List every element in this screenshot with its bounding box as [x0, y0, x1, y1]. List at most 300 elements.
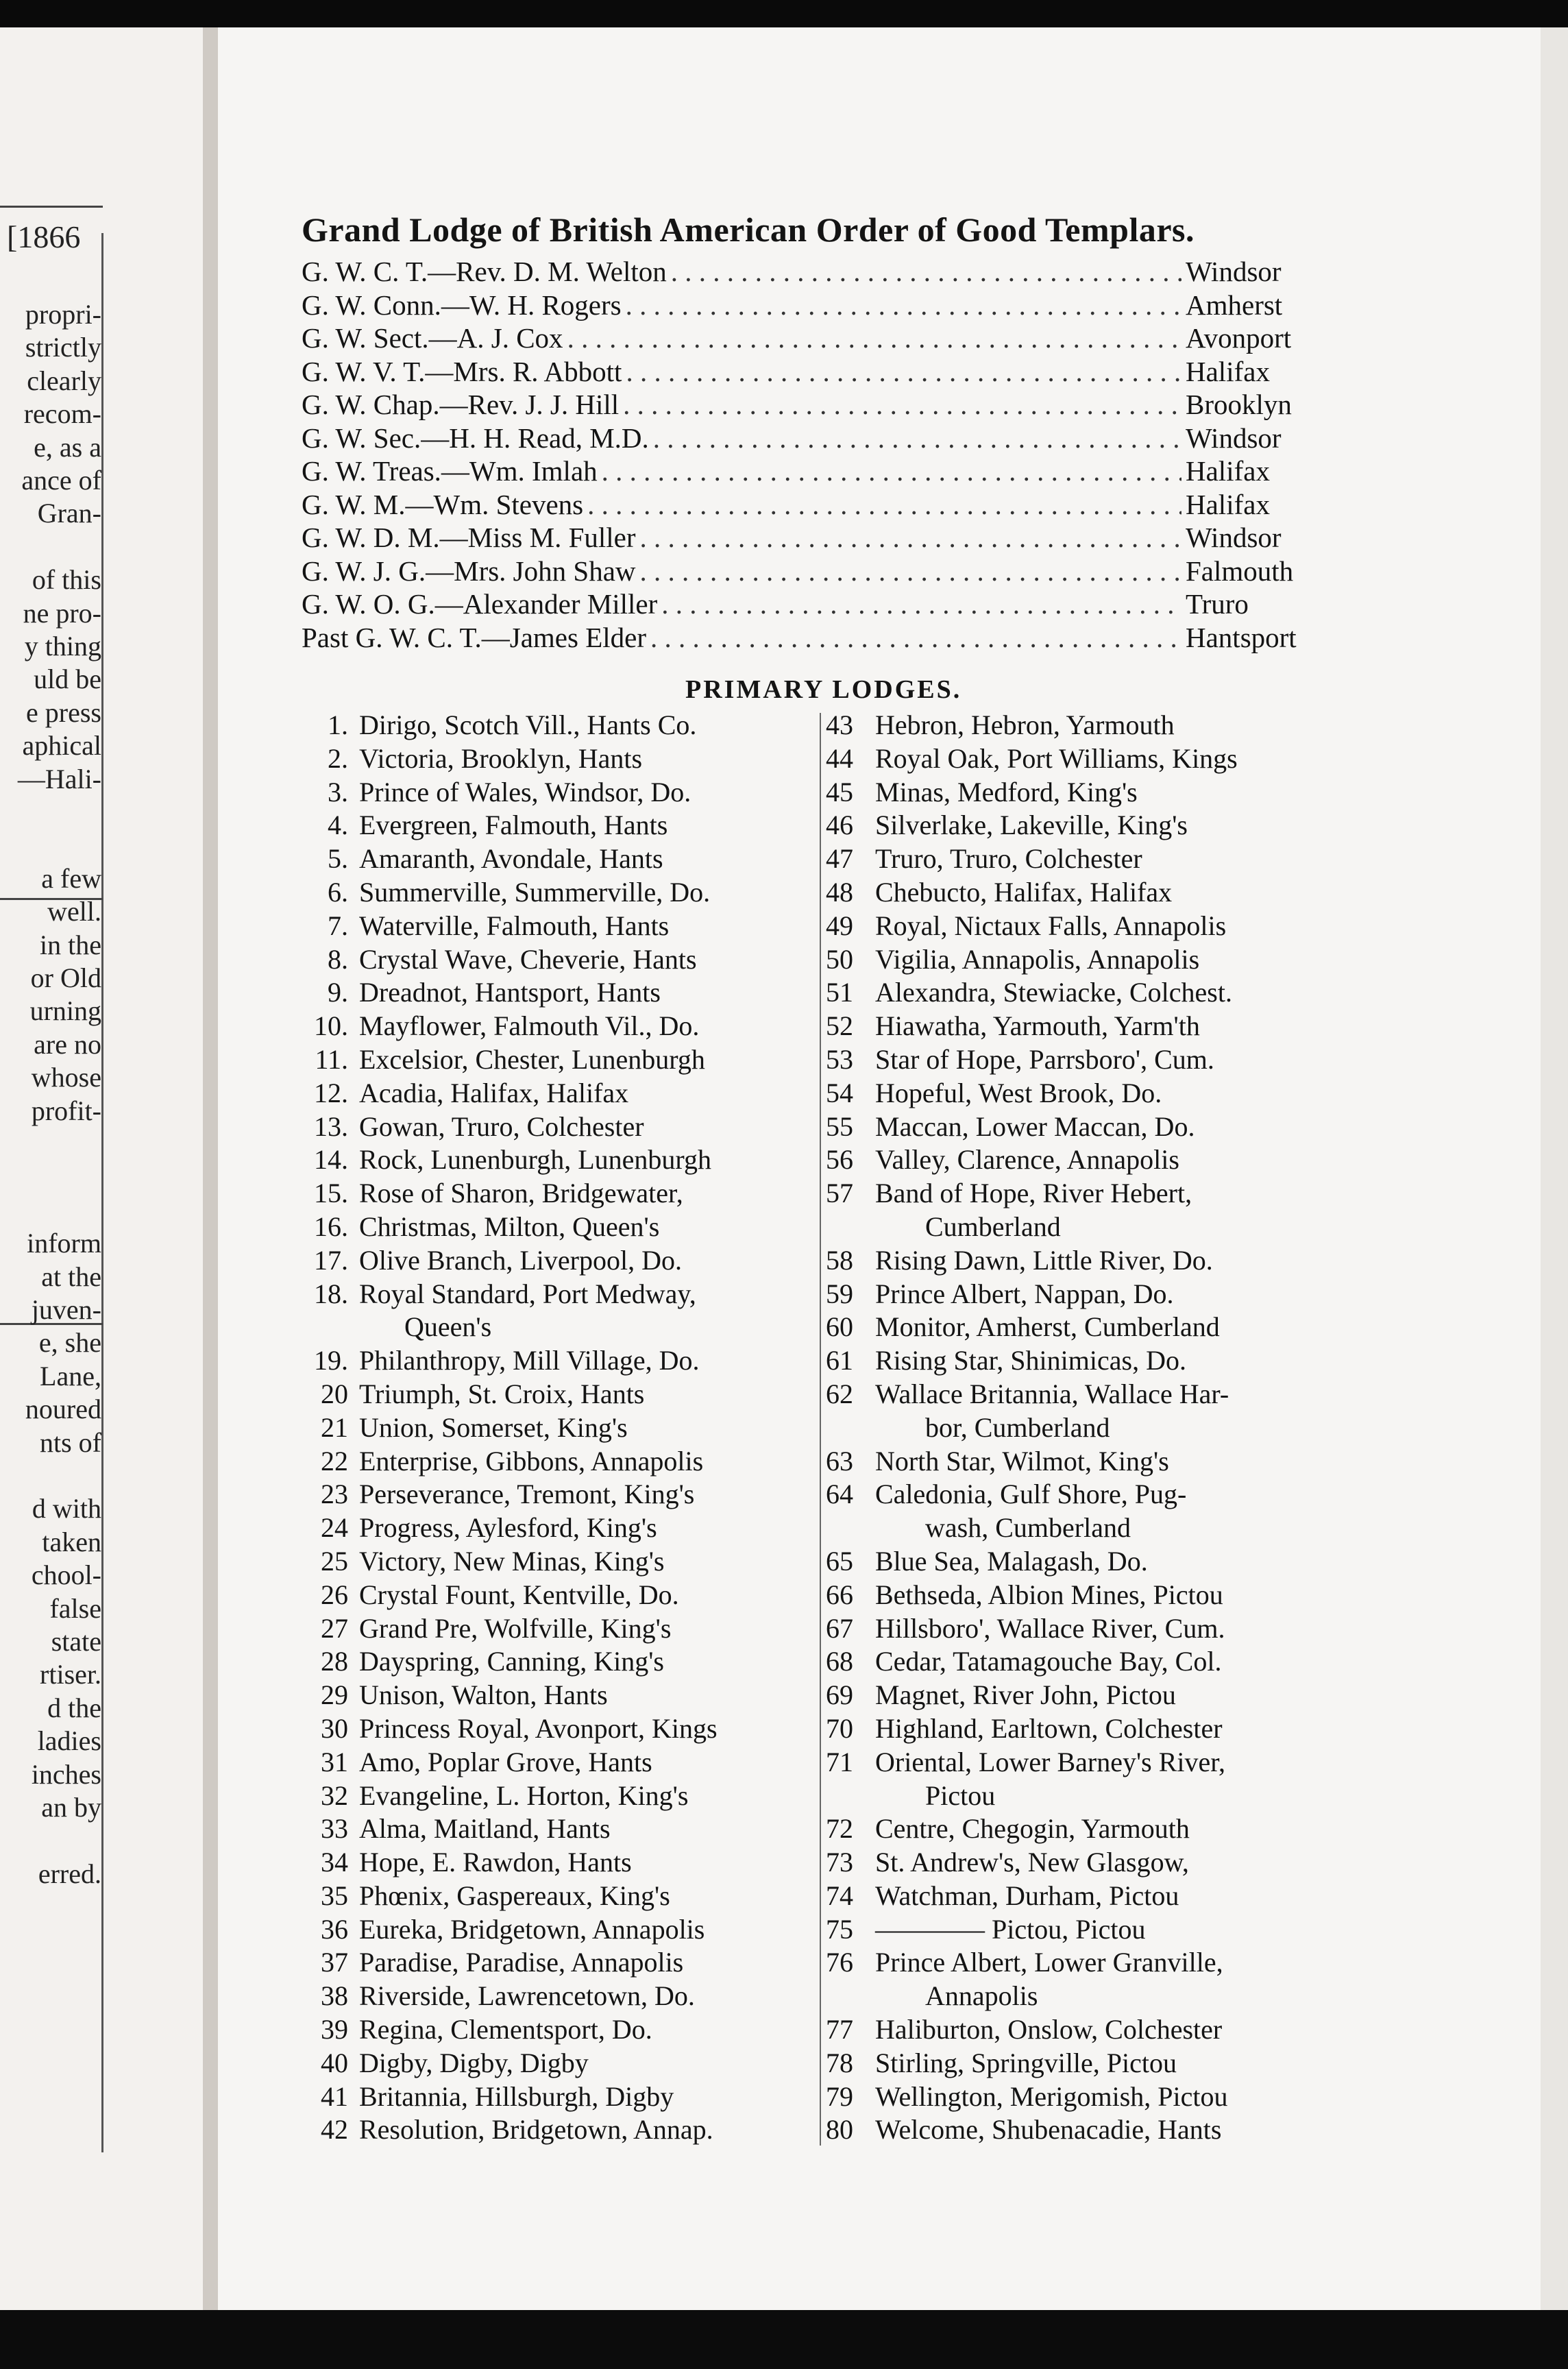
lodge-entry: Dreadnot, Hantsport, Hants [359, 977, 661, 1008]
lodge-entry: Princess Royal, Avonport, Kings [359, 1712, 718, 1744]
lodge-entry: Amaranth, Avondale, Hants [359, 843, 663, 875]
text-fragment: e, she [38, 1327, 101, 1359]
lodge-entry: St. Andrew's, New Glasgow, [875, 1847, 1189, 1878]
lodge-entry: Summerville, Summerville, Do. [359, 876, 711, 908]
text-fragment: rtiser. [40, 1659, 101, 1690]
lodges-column-right [826, 709, 1340, 2147]
adjacent-page-fragment [0, 27, 206, 2310]
lodge-row [302, 1077, 822, 1110]
lodge-entry: Vigilia, Annapolis, Annapolis [875, 943, 1200, 975]
dot-leader [653, 422, 1181, 455]
text-fragment: ance of [21, 465, 101, 496]
lodge-entry: Minas, Medford, King's [875, 776, 1138, 807]
officer-title: G. W. Sec.—H. H. Read, M.D. [302, 422, 649, 454]
lodge-row [826, 1679, 1340, 1712]
lodge-number: 45 [826, 776, 853, 807]
officer-place: Windsor [1186, 422, 1282, 454]
lodge-row [826, 2113, 1340, 2147]
lodge-entry: Centre, Chegogin, Yarmouth [875, 1813, 1190, 1845]
lodge-entry: Wellington, Merigomish, Pictou [875, 2080, 1228, 2112]
dot-leader [640, 521, 1181, 555]
lodge-entry: Gowan, Truro, Colchester [359, 1110, 644, 1142]
lodge-row [302, 1344, 822, 1378]
lodge-row [826, 842, 1340, 876]
lodge-row [302, 1010, 822, 1043]
lodge-entry: Rose of Sharon, Bridgewater, [359, 1178, 683, 1209]
lodge-row [826, 1278, 1340, 1311]
officer-title: G. W. V. T.—Mrs. R. Abbott [302, 355, 622, 387]
lodge-number: 7. [328, 910, 348, 941]
lodge-row [826, 1010, 1340, 1043]
lodge-row [826, 809, 1340, 842]
lodge-number: 57 [826, 1178, 853, 1209]
lodge-row [826, 776, 1340, 810]
lodge-row [826, 910, 1340, 943]
dot-leader [567, 321, 1181, 355]
lodge-row [302, 1211, 822, 1244]
lodge-number: 2. [328, 742, 348, 774]
lodge-row [302, 1378, 822, 1411]
lodge-row [826, 943, 1340, 977]
lodge-entry: Blue Sea, Malagash, Do. [875, 1545, 1148, 1577]
lodge-number: 62 [826, 1378, 853, 1409]
officer-title: G. W. Conn.—W. H. Rogers [302, 289, 622, 321]
lodge-row [302, 1110, 822, 1144]
lodge-entry: Cedar, Tatamagouche Bay, Col. [875, 1646, 1222, 1677]
text-fragment: taken [42, 1526, 101, 1557]
officer-place: Falmouth [1186, 555, 1294, 587]
text-fragment: inches [31, 1758, 101, 1790]
text-fragment: ladies [37, 1725, 101, 1757]
text-fragment: uld be [34, 664, 101, 695]
lodge-entry: Royal, Nictaux Falls, Annapolis [875, 910, 1227, 941]
lodge-number: 54 [826, 1077, 853, 1108]
lodge-number: 26 [321, 1579, 348, 1610]
lodge-entry: Hillsboro', Wallace River, Cum. [875, 1612, 1225, 1644]
lodge-row [826, 1378, 1340, 1411]
lodge-number: 4. [328, 810, 348, 841]
officer-row [302, 621, 1330, 655]
lodge-row [826, 1946, 1340, 1980]
officer-row [302, 454, 1330, 488]
officer-place: Halifax [1186, 455, 1270, 487]
text-fragment: juven- [31, 1294, 101, 1325]
text-fragment: e, as a [34, 431, 101, 463]
lodge-number: 75 [826, 1913, 853, 1945]
lodge-entry: Haliburton, Onslow, Colchester [875, 2014, 1223, 2045]
lodge-number: 67 [826, 1612, 853, 1644]
page-title: Grand Lodge of British American Order of Good Templars. [302, 210, 1195, 249]
lodge-number: 6. [328, 876, 348, 908]
officer-title: G. W. Treas.—Wm. Imlah [302, 455, 598, 487]
lodge-entry: Royal Oak, Port Williams, Kings [875, 742, 1238, 774]
lodge-row [826, 1311, 1340, 1344]
text-fragment: propri- [25, 299, 101, 330]
lodge-number: 15. [314, 1178, 348, 1209]
lodge-entry: Chebucto, Halifax, Halifax [875, 876, 1173, 908]
lodge-number: 33 [321, 1813, 348, 1845]
lodge-row [826, 709, 1340, 742]
lodge-row [302, 876, 822, 910]
lodge-number: 27 [321, 1612, 348, 1644]
lodge-entry: Rock, Lunenburgh, Lunenburgh [359, 1144, 712, 1176]
lodge-row [826, 1545, 1340, 1579]
lodge-row [302, 1244, 822, 1278]
lodge-entry: Magnet, River John, Pictou [875, 1679, 1176, 1711]
lodge-entry: Acadia, Halifax, Halifax [359, 1077, 629, 1108]
lodge-entry: Eureka, Bridgetown, Annapolis [359, 1913, 705, 1945]
officer-row [302, 321, 1330, 355]
officer-row [302, 255, 1330, 289]
lodge-number: 36 [321, 1913, 348, 1945]
lodge-number: 49 [826, 910, 853, 941]
lodge-number: 31 [321, 1746, 348, 1777]
text-fragment: d the [47, 1692, 101, 1723]
lodge-number: 3. [328, 776, 348, 807]
lodge-entry: Oriental, Lower Barney's River, [875, 1746, 1225, 1777]
lodge-row [826, 976, 1340, 1010]
officer-row [302, 355, 1330, 389]
lodge-entry: Caledonia, Gulf Shore, Pug- [875, 1479, 1187, 1510]
lodge-entry: Star of Hope, Parrsboro', Cum. [875, 1043, 1214, 1075]
lodge-number: 13. [314, 1110, 348, 1142]
lodge-entry: Victoria, Brooklyn, Hants [359, 742, 643, 774]
officer-place: Halifax [1186, 355, 1270, 387]
lodge-entry: Victory, New Minas, King's [359, 1545, 665, 1577]
lodge-row [826, 1645, 1340, 1679]
lodge-entry: Prince Albert, Nappan, Do. [875, 1278, 1174, 1309]
dot-leader [626, 355, 1181, 389]
lodge-row [302, 1712, 822, 1746]
lodge-entry: Stirling, Springville, Pictou [875, 2047, 1177, 2078]
scan-top-edge [0, 0, 1568, 27]
lodge-entry: Amo, Poplar Grove, Hants [359, 1746, 652, 1777]
lodge-entry: Philanthropy, Mill Village, Do. [359, 1345, 700, 1376]
lodge-row [302, 709, 822, 742]
text-fragment: whose [31, 1062, 101, 1093]
lodge-row [302, 1980, 822, 2013]
lodge-row [302, 2080, 822, 2114]
lodge-row [826, 2013, 1340, 2047]
lodge-row [302, 1645, 822, 1679]
lodge-number: 79 [826, 2080, 853, 2112]
dot-leader [623, 388, 1181, 422]
lodge-row [826, 1579, 1340, 1612]
lodge-row [302, 2013, 822, 2047]
text-fragment: urning [29, 995, 101, 1027]
lodge-entry: Triumph, St. Croix, Hants [359, 1378, 645, 1409]
lodge-number: 39 [321, 2014, 348, 2045]
lodge-number: 63 [826, 1445, 853, 1477]
lodge-number: 69 [826, 1679, 853, 1711]
lodge-entry: Alma, Maitland, Hants [359, 1813, 611, 1845]
lodge-number: 47 [826, 843, 853, 875]
lodge-row [826, 2080, 1340, 2114]
lodge-entry: Monitor, Amherst, Cumberland [875, 1311, 1220, 1343]
lodge-row [302, 776, 822, 810]
lodge-number: 35 [321, 1880, 348, 1911]
lodge-row [302, 1445, 822, 1479]
officer-title: Past G. W. C. T.—James Elder [302, 621, 646, 653]
dot-leader [671, 255, 1181, 289]
lodge-number: 58 [826, 1244, 853, 1276]
dot-leader [626, 289, 1181, 322]
lodge-number: 34 [321, 1847, 348, 1878]
section-rule [0, 206, 103, 208]
lodge-row [302, 1913, 822, 1947]
lodge-row [302, 910, 822, 943]
text-fragment: e press [26, 696, 101, 728]
lodge-row [826, 1846, 1340, 1880]
lodge-number: 40 [321, 2047, 348, 2078]
lodge-entry: Phœnix, Gaspereaux, King's [359, 1880, 670, 1911]
lodge-row [302, 1812, 822, 1846]
text-fragment: an by [41, 1792, 101, 1823]
officer-row [302, 587, 1330, 621]
lodge-number: 50 [826, 943, 853, 975]
lodge-number: 11. [315, 1043, 348, 1075]
officer-title: G. W. O. G.—Alexander Miller [302, 588, 658, 620]
officer-place: Amherst [1186, 289, 1283, 321]
lodge-number: 41 [321, 2080, 348, 2112]
lodge-row [826, 1712, 1340, 1746]
lodge-number: 38 [321, 1980, 348, 2012]
lodge-number: 74 [826, 1880, 853, 1911]
lodge-number: 25 [321, 1545, 348, 1577]
lodge-entry: Union, Somerset, King's [359, 1411, 628, 1443]
lodge-number: 9. [328, 977, 348, 1008]
lodge-row [302, 1746, 822, 1779]
lodge-row [302, 1478, 822, 1511]
lodge-row [302, 943, 822, 977]
lodge-entry: Excelsior, Chester, Lunenburgh [359, 1043, 705, 1075]
text-fragment: well. [47, 896, 101, 927]
text-fragment: d with [32, 1493, 101, 1524]
lodge-number: 72 [826, 1813, 853, 1845]
lodge-number: 12. [314, 1077, 348, 1108]
lodge-entry: Unison, Walton, Hants [359, 1679, 608, 1711]
lodge-number: 48 [826, 876, 853, 908]
lodge-entry: Hiawatha, Yarmouth, Yarm'th [875, 1010, 1200, 1042]
text-fragment: in the [40, 929, 101, 960]
text-fragment: or Old [30, 962, 101, 993]
lodge-row [302, 1880, 822, 1913]
lodge-row [302, 742, 822, 776]
text-fragment: chool- [31, 1559, 101, 1591]
lodge-entry: North Star, Wilmot, King's [875, 1445, 1169, 1477]
lodge-number: 60 [826, 1311, 853, 1343]
lodge-number: 28 [321, 1646, 348, 1677]
lodge-row [302, 1043, 822, 1077]
lodge-entry: Silverlake, Lakeville, King's [875, 810, 1188, 841]
officer-title: G. W. Sect.—A. J. Cox [302, 322, 563, 354]
officers-list [302, 255, 1330, 654]
lodge-entry: Dirigo, Scotch Vill., Hants Co. [359, 709, 697, 740]
dot-leader [602, 454, 1181, 488]
dot-leader [640, 555, 1182, 588]
lodge-number: 30 [321, 1712, 348, 1744]
lodge-row [302, 1779, 822, 1813]
text-fragment: at the [41, 1261, 101, 1292]
lodge-number: 51 [826, 977, 853, 1008]
lodge-number: 64 [826, 1479, 853, 1510]
officer-title: G. W. D. M.—Miss M. Fuller [302, 522, 636, 553]
lodge-row [302, 1946, 822, 1980]
officer-title: G. W. Chap.—Rev. J. J. Hill [302, 389, 620, 420]
lodge-entry: Grand Pre, Wolfville, King's [359, 1612, 672, 1644]
lodge-row [302, 1679, 822, 1712]
lodge-entry: Highland, Earltown, Colchester [875, 1712, 1223, 1744]
lodge-entry: bor, Cumberland [925, 1411, 1110, 1443]
lodge-number: 22 [321, 1445, 348, 1477]
lodges-column-left [302, 709, 822, 2147]
lodge-number: 42 [321, 2114, 348, 2146]
lodge-number: 14. [314, 1144, 348, 1176]
text-fragment: inform [27, 1228, 101, 1259]
officer-row [302, 488, 1330, 522]
lodge-number: 61 [826, 1345, 853, 1376]
lodge-number: 17. [314, 1244, 348, 1276]
lodge-number: 29 [321, 1679, 348, 1711]
lodge-entry: Resolution, Bridgetown, Annap. [359, 2114, 713, 2146]
lodge-number: 8. [328, 943, 348, 975]
officer-place: Halifax [1186, 488, 1270, 520]
lodge-entry: Riverside, Lawrencetown, Do. [359, 1980, 695, 2012]
lodge-row [826, 1043, 1340, 1077]
lodge-entry: Prince Albert, Lower Granville, [875, 1947, 1223, 1978]
lodge-number: 20 [321, 1378, 348, 1409]
lodge-number: 55 [826, 1110, 853, 1142]
page-edge [1541, 27, 1568, 2310]
lodge-entry: Watchman, Durham, Pictou [875, 1880, 1179, 1911]
lodge-row [826, 1077, 1340, 1110]
lodge-number: 71 [826, 1746, 853, 1777]
lodge-number: 46 [826, 810, 853, 841]
lodge-entry: Rising Dawn, Little River, Do. [875, 1244, 1213, 1276]
lodge-entry: Hebron, Hebron, Yarmouth [875, 709, 1175, 740]
lodge-number: 23 [321, 1479, 348, 1510]
lodge-row [302, 2047, 822, 2080]
text-fragment: are no [34, 1028, 101, 1060]
dot-leader [587, 488, 1181, 522]
lodge-entry: Dayspring, Canning, King's [359, 1646, 664, 1677]
lodge-entry: Evergreen, Falmouth, Hants [359, 810, 668, 841]
officer-place: Hantsport [1186, 621, 1297, 653]
lodge-entry: Cumberland [925, 1211, 1061, 1242]
text-fragment: of this [32, 564, 101, 596]
lodge-number: 44 [826, 742, 853, 774]
lodge-row [826, 1344, 1340, 1378]
lodge-entry: Queen's [404, 1311, 492, 1343]
lodge-entry: Digby, Digby, Digby [359, 2047, 589, 2078]
text-fragment: noured [25, 1394, 101, 1425]
lodge-number: 70 [826, 1712, 853, 1744]
header-fragment: [1866 [7, 219, 81, 254]
lodge-row [826, 1177, 1340, 1211]
text-fragment: erred. [38, 1858, 101, 1889]
officer-row [302, 388, 1330, 422]
lodge-row [826, 1812, 1340, 1846]
lodge-row [826, 1913, 1340, 1947]
lodge-entry: Rising Star, Shinimicas, Do. [875, 1345, 1186, 1376]
officer-title: G. W. J. G.—Mrs. John Shaw [302, 555, 636, 587]
lodge-entry: Band of Hope, River Hebert, [875, 1178, 1192, 1209]
lodge-entry: Welcome, Shubenacadie, Hants [875, 2114, 1222, 2146]
lodge-row [302, 809, 822, 842]
text-fragment: Lane, [40, 1360, 101, 1392]
lodge-entry: Annapolis [925, 1980, 1038, 2012]
lodge-entry: Hopeful, West Brook, Do. [875, 1077, 1162, 1108]
officer-row [302, 289, 1330, 322]
text-fragment: Gran- [37, 498, 101, 529]
text-fragment: —Hali- [17, 763, 101, 794]
lodge-entry: Maccan, Lower Maccan, Do. [875, 1110, 1195, 1142]
lodge-number: 59 [826, 1278, 853, 1309]
officer-row [302, 521, 1330, 555]
lodge-row [826, 1478, 1340, 1511]
lodge-row [826, 1411, 1340, 1445]
lodge-number: 19. [314, 1345, 348, 1376]
officer-place: Brooklyn [1186, 389, 1292, 420]
lodge-number: 32 [321, 1779, 348, 1811]
lodge-entry: Britannia, Hillsburgh, Digby [359, 2080, 674, 2112]
lodge-number: 53 [826, 1043, 853, 1075]
lodge-number: 80 [826, 2114, 853, 2146]
lodge-number: 16. [314, 1211, 348, 1242]
lodge-row [302, 1311, 822, 1344]
lodge-entry: Valley, Clarence, Annapolis [875, 1144, 1179, 1176]
lodge-number: 76 [826, 1947, 853, 1978]
lodge-number: 24 [321, 1512, 348, 1544]
lodge-row [826, 1880, 1340, 1913]
lodge-entry: Prince of Wales, Windsor, Do. [359, 776, 691, 807]
lodge-row [826, 1612, 1340, 1646]
lodge-row [302, 1511, 822, 1545]
lodge-entry: Royal Standard, Port Medway, [359, 1278, 696, 1309]
lodge-row [826, 1244, 1340, 1278]
lodge-row [302, 1177, 822, 1211]
lodge-number: 78 [826, 2047, 853, 2078]
lodge-number: 21 [321, 1411, 348, 1443]
lodge-entry: Progress, Aylesford, King's [359, 1512, 657, 1544]
officer-row [302, 555, 1330, 588]
lodge-entry: Crystal Wave, Cheverie, Hants [359, 943, 697, 975]
lodge-row [826, 1211, 1340, 1244]
lodge-number: 66 [826, 1579, 853, 1610]
lodge-row [302, 976, 822, 1010]
lodge-number: 68 [826, 1646, 853, 1677]
lodge-entry: Olive Branch, Liverpool, Do. [359, 1244, 682, 1276]
officer-place: Windsor [1186, 522, 1282, 553]
lodge-row [302, 1545, 822, 1579]
text-fragment: clearly [27, 365, 101, 396]
text-fragment: false [49, 1592, 101, 1624]
lodge-entry: Wallace Britannia, Wallace Har- [875, 1378, 1229, 1409]
lodge-row [826, 1143, 1340, 1177]
officer-row [302, 422, 1330, 455]
lodge-number: 18. [314, 1278, 348, 1309]
text-fragment: ne pro- [23, 597, 101, 629]
lodge-entry: Christmas, Milton, Queen's [359, 1211, 660, 1242]
text-fragment: y thing [24, 631, 101, 661]
lodge-entry: wash, Cumberland [925, 1512, 1131, 1544]
text-fragment: aphical [22, 730, 101, 762]
lodge-row [826, 876, 1340, 910]
lodge-row [302, 1411, 822, 1445]
lodge-entry: Evangeline, L. Horton, King's [359, 1779, 689, 1811]
column-rule [101, 233, 103, 2152]
lodge-row [302, 1612, 822, 1646]
